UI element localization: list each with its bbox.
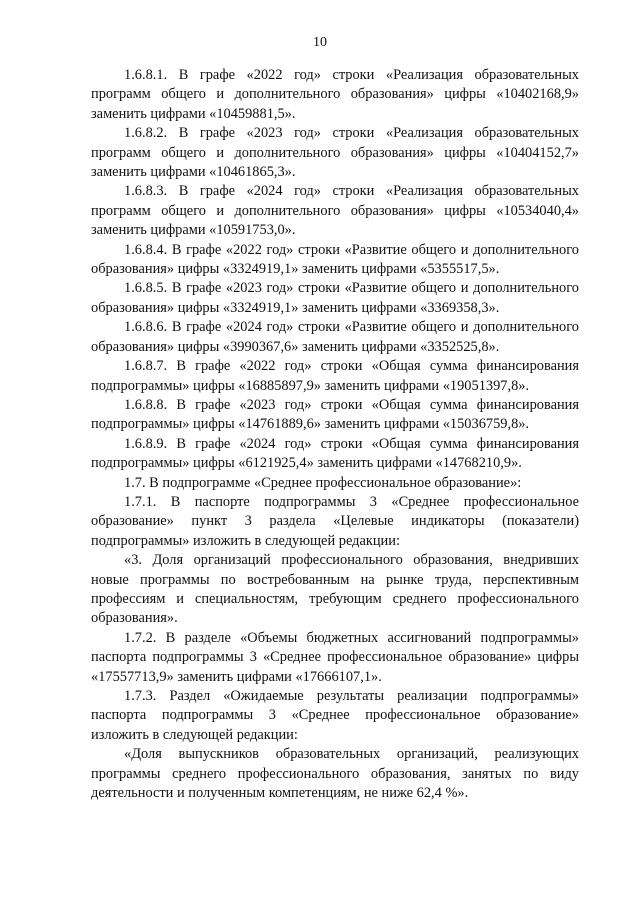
paragraph-1-6-8-1: 1.6.8.1. В графе «2022 год» строки «Реализация образовательных программ общего и дополнительного образования» цифры «10402168,9» заменить цифрами «10459881,5». bbox=[91, 67, 579, 122]
paragraph-1-6-8-2: 1.6.8.2. В графе «2023 год» строки «Реализация образовательных программ общего и дополнительного образования» цифры «10404152,7» заменить цифрами «10461865,3». bbox=[91, 125, 579, 181]
quoted-paragraph-expected-results: «Доля выпускников образовательных организаций, реализующих программы среднего профессионального образования, занятых по виду деятельности и полученным компетенциям, не ниже 62,4 %». bbox=[91, 746, 579, 802]
page-number: 10 bbox=[313, 35, 327, 50]
document-body bbox=[91, 66, 579, 803]
paragraph-1-6-8-8: 1.6.8.8. В графе «2023 год» строки «Общая сумма финансирования подпрограммы» цифры «14761889,6» заменить цифрами «15036759,8». bbox=[91, 396, 579, 433]
paragraph-1-7-2: 1.7.2. В разделе «Объемы бюджетных ассигнований подпрограммы» паспорта подпрограммы 3 «Среднее профессиональное образование» цифры «17557713,9» заменить цифрами «17666107,1». bbox=[91, 629, 579, 685]
paragraph-1-7-3: 1.7.3. Раздел «Ожидаемые результаты реализации подпрограммы» паспорта подпрограммы 3 «Среднее профессиональное образование» изложить в следующей редакции: bbox=[91, 688, 579, 743]
paragraph-1-6-8-5: 1.6.8.5. В графе «2023 год» строки «Развитие общего и дополнительного образования» цифры «3324919,1» заменить цифрами «3369358,3». bbox=[91, 280, 579, 316]
paragraph-1-6-8-3: 1.6.8.3. В графе «2024 год» строки «Реализация образовательных программ общего и дополнительного образования» цифры «10534040,4» заменить цифрами «10591753,0». bbox=[91, 183, 579, 239]
paragraph-1-6-8-9: 1.6.8.9. В графе «2024 год» строки «Общая сумма финансирования подпрограммы» цифры «6121925,4» заменить цифрами «14768210,9». bbox=[91, 435, 579, 472]
paragraph-1-6-8-7: 1.6.8.7. В графе «2022 год» строки «Общая сумма финансирования подпрограммы» цифры «16885897,9» заменить цифрами «19051397,8». bbox=[91, 358, 579, 394]
paragraph-1-6-8-6: 1.6.8.6. В графе «2024 год» строки «Развитие общего и дополнительного образования» цифры «3990367,6» заменить цифрами «3352525,8». bbox=[91, 319, 579, 355]
quoted-paragraph-indicator-3: «3. Доля организаций профессионального образования, внедривших новые программы по востребованным на рынке труда, перспективным профессиям и специальностям, требующим среднего профессионального образования». bbox=[91, 552, 579, 627]
paragraph-1-6-8-4: 1.6.8.4. В графе «2022 год» строки «Развитие общего и дополнительного образования» цифры «3324919,1» заменить цифрами «5355517,5». bbox=[91, 241, 579, 278]
paragraph-1-7-1: 1.7.1. В паспорте подпрограммы 3 «Среднее профессиональное образование» пункт 3 раздела «Целевые индикаторы (показатели) подпрограммы» изложить в следующей редакции: bbox=[91, 493, 579, 549]
paragraph-1-7: 1.7. В подпрограмме «Среднее профессиональное образование»: bbox=[124, 474, 522, 491]
